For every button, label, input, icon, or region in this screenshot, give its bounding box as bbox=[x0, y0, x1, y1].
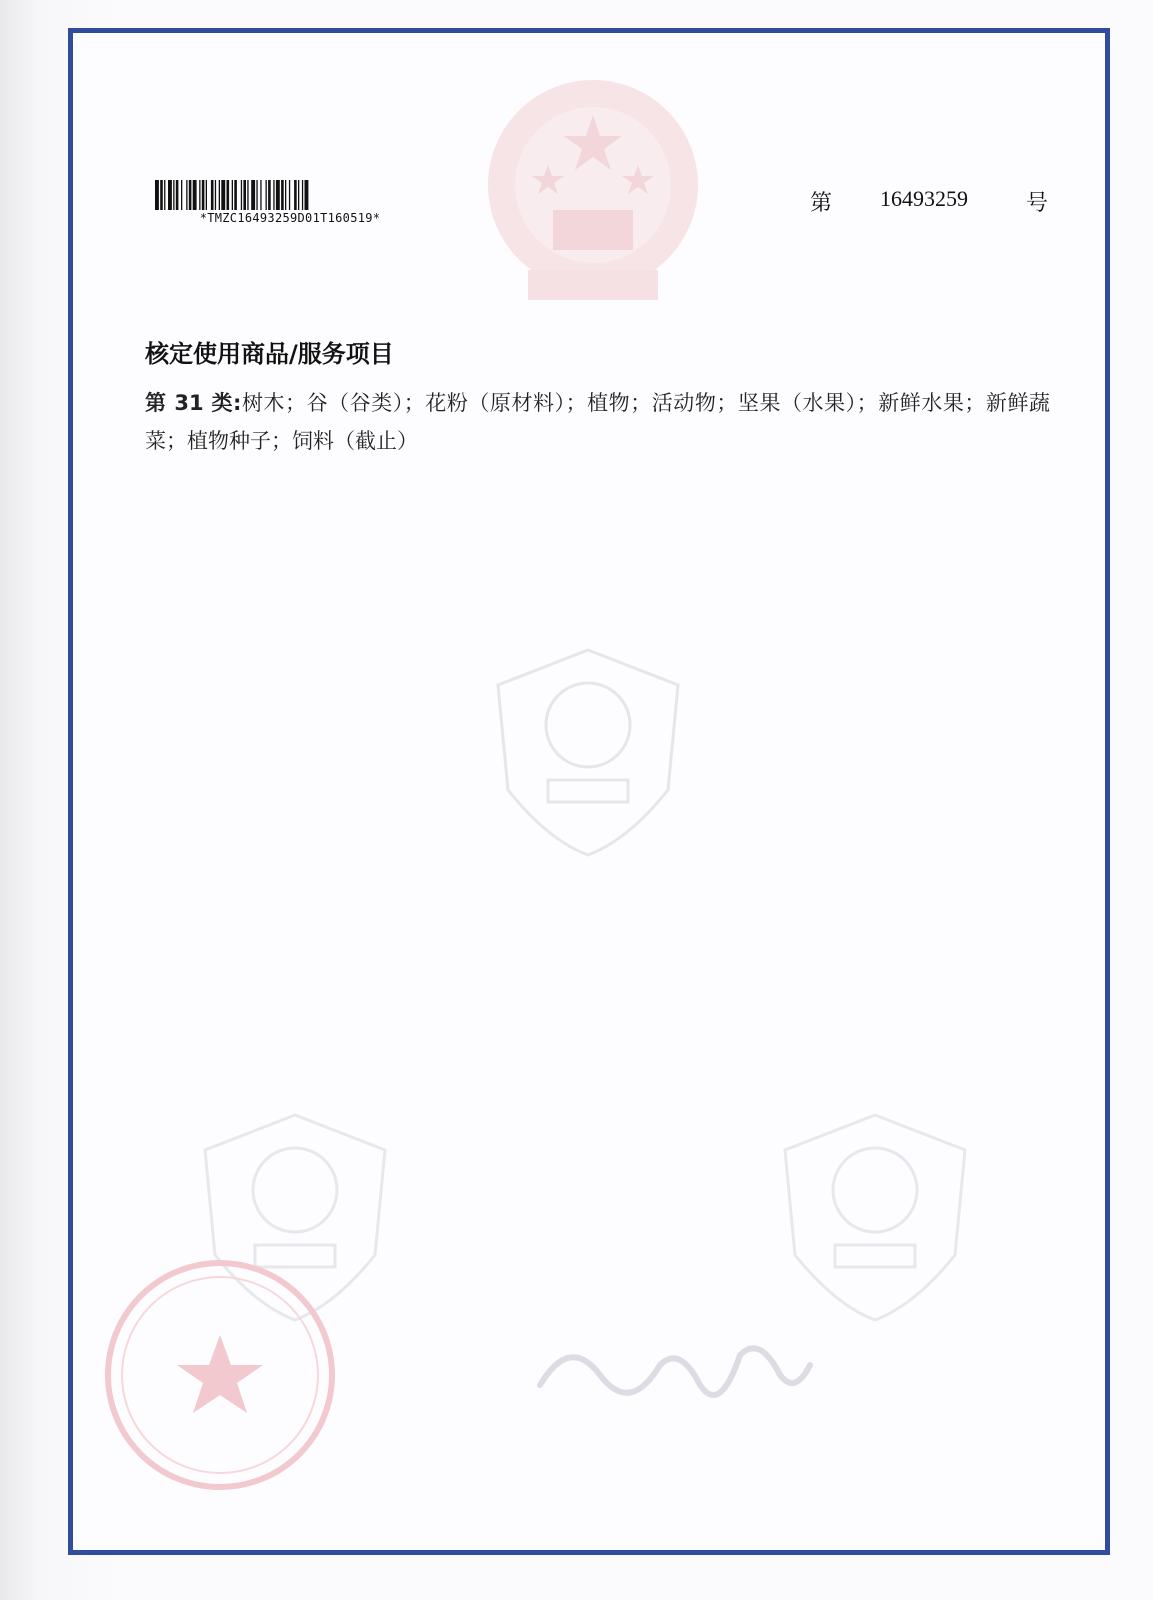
barcode-bars bbox=[155, 180, 420, 210]
registration-number bbox=[810, 186, 1050, 216]
seal-stamp-icon bbox=[100, 1255, 340, 1495]
barcode-text: *TMZC16493259D01T160519* bbox=[199, 211, 381, 225]
registration-suffix: 号 bbox=[1026, 190, 1049, 215]
goods-services-title: 核定使用商品/服务项目 bbox=[145, 340, 394, 368]
barcode bbox=[155, 180, 425, 225]
shield-badge-icon bbox=[478, 640, 698, 860]
signature-icon bbox=[530, 1315, 820, 1425]
registration-prefix: 第 bbox=[810, 190, 833, 215]
goods-class-label: 第 31 类: bbox=[145, 391, 242, 415]
goods-services-list bbox=[145, 384, 1050, 460]
national-emblem-icon bbox=[468, 70, 718, 310]
registration-number-value: 16493259 bbox=[880, 186, 968, 211]
goods-items: 树木；谷（谷类）；花粉（原材料）；植物；活动物；坚果（水果）；新鲜水果；新鲜蔬菜；植物种子；饲料（截止） bbox=[145, 391, 1050, 453]
shield-badge-icon bbox=[765, 1105, 985, 1325]
